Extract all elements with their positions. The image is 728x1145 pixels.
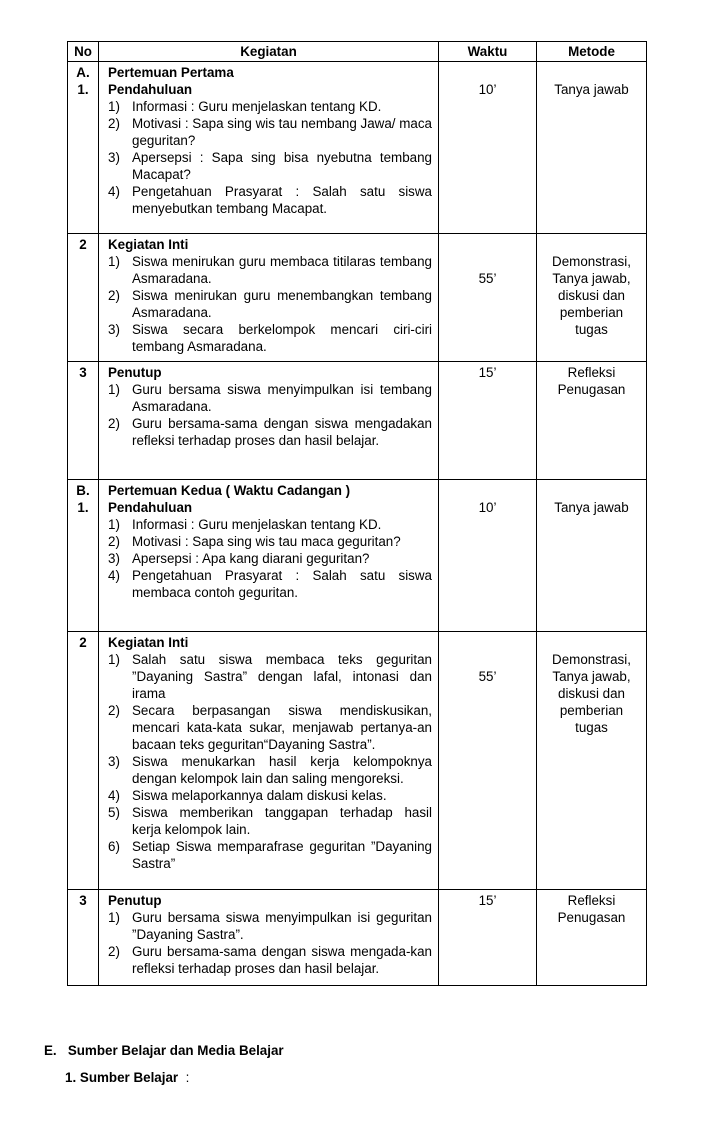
activity-item	[108, 98, 432, 115]
table-row	[68, 632, 647, 890]
activity-cell	[99, 362, 439, 480]
activity-item	[108, 804, 432, 838]
activity-heading: Pendahuluan	[108, 82, 193, 97]
activity-heading: Penutup	[108, 365, 162, 380]
section-e1-colon: :	[185, 1070, 190, 1085]
activity-item-number: 1)	[108, 99, 120, 114]
header-no: No	[68, 42, 99, 62]
row-number	[68, 480, 99, 632]
row-number	[68, 62, 99, 234]
activity-cell	[99, 632, 439, 890]
method-line: Tanya jawab	[554, 500, 629, 515]
row-letter: B.	[76, 483, 90, 498]
activity-item	[108, 321, 432, 355]
activity-cell	[99, 890, 439, 986]
activity-heading: Kegiatan Inti	[108, 635, 189, 650]
activity-item-number: 1)	[108, 517, 120, 532]
activity-cell	[99, 62, 439, 234]
activity-item-number: 2)	[108, 703, 120, 718]
row-number	[68, 890, 99, 986]
activity-item-text: Siswa menukarkan hasil kerja kelompoknya dengan kelompok lain dan saling mengoreksi.	[132, 754, 432, 786]
activity-item-number: 3)	[108, 551, 120, 566]
row-index: 2	[79, 237, 87, 252]
activity-item-text: Guru bersama-sama dengan siswa mengada-kan refleksi terhadap proses dan hasil belajar.	[132, 944, 432, 976]
row-index: 3	[79, 365, 87, 380]
method-cell	[537, 632, 647, 890]
row-index: 1.	[77, 82, 89, 97]
activity-item-text: Siswa menirukan guru menembangkan tembang Asmaradana.	[132, 288, 432, 320]
activity-item	[108, 516, 432, 533]
table-row	[68, 480, 647, 632]
activity-item-text: Informasi : Guru menjelaskan tentang KD.	[132, 517, 382, 532]
duration-cell	[439, 362, 537, 480]
activity-item-number: 2)	[108, 944, 120, 959]
meeting-title: Pertemuan Kedua ( Waktu Cadangan )	[108, 483, 351, 498]
meeting-title: Pertemuan Pertama	[108, 65, 234, 80]
method-line: pemberian	[559, 305, 624, 320]
method-line: Tanya jawab	[554, 82, 629, 97]
activity-item	[108, 909, 432, 943]
activity-item	[108, 381, 432, 415]
row-index: 3	[79, 893, 87, 908]
method-cell	[537, 890, 647, 986]
duration-value: 15’	[478, 893, 497, 908]
activity-table	[67, 41, 647, 986]
duration-value: 10’	[478, 500, 497, 515]
section-e1-label: 1. Sumber Belajar	[65, 1070, 179, 1085]
activity-item	[108, 115, 432, 149]
activity-item-number: 3)	[108, 322, 120, 337]
method-line: diskusi dan	[558, 288, 625, 303]
table-row	[68, 234, 647, 362]
activity-item	[108, 253, 432, 287]
section-e-heading: E. Sumber Belajar dan Media Belajar	[44, 1043, 284, 1058]
activity-item-text: Salah satu siswa membaca teks geguritan ”Dayaning Sastra” dengan lafal, intonasi dan irama	[132, 652, 432, 701]
method-line: Penugasan	[557, 382, 626, 397]
method-line: diskusi dan	[558, 686, 625, 701]
duration-cell	[439, 234, 537, 362]
activity-item-text: Secara berpasangan siswa mendiskusikan, mencari kata-kata sukar, menjawab pertanya-an bacaan teks geguritan“Dayaning Sastra”.	[132, 703, 432, 752]
method-line: Refleksi	[567, 365, 616, 380]
activity-item	[108, 183, 432, 217]
duration-value: 55’	[478, 669, 497, 684]
activity-item	[108, 550, 432, 567]
duration-value: 55’	[478, 271, 497, 286]
method-cell	[537, 480, 647, 632]
row-number	[68, 632, 99, 890]
activity-item-text: Motivasi : Sapa sing wis tau nembang Jawa/ maca geguritan?	[132, 116, 432, 148]
activity-item	[108, 567, 432, 601]
activity-item-number: 1)	[108, 254, 120, 269]
activity-item-text: Guru bersama-sama dengan siswa mengadakan refleksi terhadap proses dan hasil belajar.	[132, 416, 432, 448]
activity-heading: Penutup	[108, 893, 162, 908]
method-line: Demonstrasi,	[552, 652, 631, 667]
activity-item-text: Pengetahuan Prasyarat : Salah satu siswa membaca contoh geguritan.	[132, 568, 432, 600]
activity-cell	[99, 480, 439, 632]
activity-item-text: Guru bersama siswa menyimpulkan isi tembang Asmaradana.	[132, 382, 432, 414]
header-kegiatan: Kegiatan	[99, 42, 439, 62]
activity-item	[108, 838, 432, 872]
activity-item-text: Siswa secara berkelompok mencari ciri-ciri tembang Asmaradana.	[132, 322, 432, 354]
duration-cell	[439, 62, 537, 234]
method-cell	[537, 362, 647, 480]
table-header-row	[68, 42, 647, 62]
method-line: Refleksi	[567, 893, 616, 908]
duration-value: 15’	[478, 365, 497, 380]
activity-item-number: 4)	[108, 568, 120, 583]
row-index: 2	[79, 635, 87, 650]
activity-heading: Kegiatan Inti	[108, 237, 189, 252]
activity-item-number: 3)	[108, 754, 120, 769]
activity-item-number: 4)	[108, 788, 120, 803]
row-index: 1.	[77, 500, 89, 515]
activity-item-number: 2)	[108, 534, 120, 549]
row-letter: A.	[76, 65, 90, 80]
activity-item-number: 5)	[108, 805, 120, 820]
activity-item	[108, 415, 432, 449]
activity-item	[108, 943, 432, 977]
activity-item-text: Guru bersama siswa menyimpulkan isi geguritan ”Dayaning Sastra”.	[132, 910, 432, 942]
activity-item	[108, 149, 432, 183]
table-row	[68, 890, 647, 986]
activity-item	[108, 533, 432, 550]
row-number	[68, 362, 99, 480]
activity-item-text: Siswa melaporkannya dalam diskusi kelas.	[132, 788, 387, 803]
activity-item-number: 1)	[108, 652, 120, 667]
activity-item-number: 2)	[108, 288, 120, 303]
activity-item-text: Motivasi : Sapa sing wis tau maca geguritan?	[132, 534, 401, 549]
method-line: Tanya jawab,	[552, 271, 631, 286]
table-row	[68, 62, 647, 234]
section-e1-heading	[65, 1070, 189, 1085]
duration-value: 10’	[478, 82, 497, 97]
activity-item-number: 1)	[108, 910, 120, 925]
method-cell	[537, 62, 647, 234]
activity-item-text: Informasi : Guru menjelaskan tentang KD.	[132, 99, 382, 114]
duration-cell	[439, 480, 537, 632]
method-line: Penugasan	[557, 910, 626, 925]
method-line: tugas	[575, 322, 608, 337]
activity-cell	[99, 234, 439, 362]
activity-item-text: Siswa menirukan guru membaca titilaras tembang Asmaradana.	[132, 254, 432, 286]
method-line: Demonstrasi,	[552, 254, 631, 269]
activity-item-number: 2)	[108, 416, 120, 431]
activity-item-text: Pengetahuan Prasyarat : Salah satu siswa menyebutkan tembang Macapat.	[132, 184, 432, 216]
duration-cell	[439, 632, 537, 890]
header-waktu: Waktu	[439, 42, 537, 62]
activity-item-number: 2)	[108, 116, 120, 131]
activity-item-number: 6)	[108, 839, 120, 854]
table-row	[68, 362, 647, 480]
header-metode: Metode	[537, 42, 647, 62]
activity-item	[108, 753, 432, 787]
activity-item-text: Siswa memberikan tanggapan terhadap hasil kerja kelompok lain.	[132, 805, 432, 837]
activity-item-number: 1)	[108, 382, 120, 397]
method-line: Tanya jawab,	[552, 669, 631, 684]
activity-item-number: 4)	[108, 184, 120, 199]
row-number	[68, 234, 99, 362]
method-line: tugas	[575, 720, 608, 735]
activity-heading: Pendahuluan	[108, 500, 193, 515]
activity-item	[108, 287, 432, 321]
method-line: pemberian	[559, 703, 624, 718]
duration-cell	[439, 890, 537, 986]
activity-item-text: Apersepsi : Apa kang diarani geguritan?	[132, 551, 370, 566]
activity-item	[108, 787, 432, 804]
activity-item	[108, 651, 432, 702]
activity-item-text: Apersepsi : Sapa sing bisa nyebutna tembang Macapat?	[132, 150, 432, 182]
method-cell	[537, 234, 647, 362]
activity-item	[108, 702, 432, 753]
activity-item-number: 3)	[108, 150, 120, 165]
activity-item-text: Setiap Siswa memparafrase geguritan ”Dayaning Sastra”	[132, 839, 432, 871]
